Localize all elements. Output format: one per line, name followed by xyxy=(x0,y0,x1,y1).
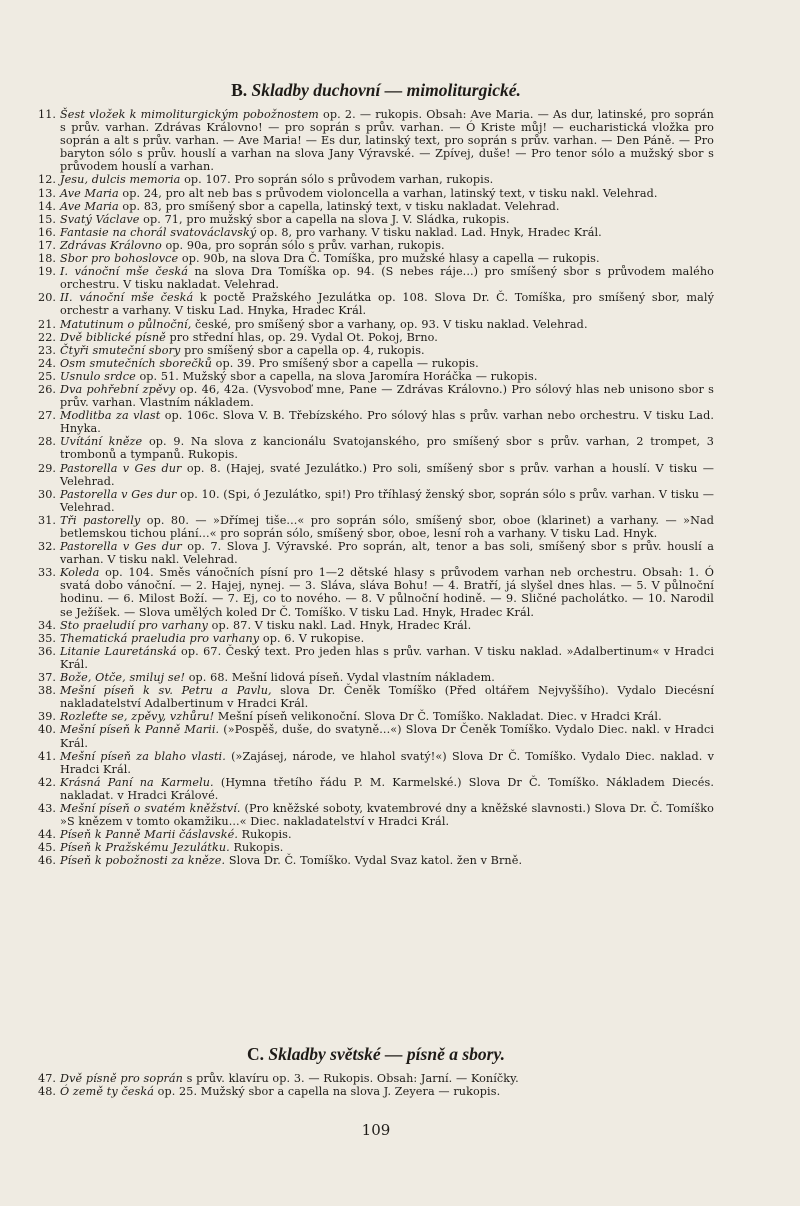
entry-number: 24. xyxy=(38,356,57,370)
entry-description: op. 107. Pro soprán sólo s průvodem varhan, rukopis. xyxy=(180,173,494,187)
entry-number: 31. xyxy=(38,513,57,527)
entry-title: Mešní píseň za blaho vlasti. xyxy=(60,749,226,763)
list-item xyxy=(38,252,714,265)
entry-title: Modlitba za vlast xyxy=(60,409,161,423)
entry-number: 12. xyxy=(38,173,57,187)
entry-number: 26. xyxy=(38,382,57,396)
entry-number: 28. xyxy=(38,435,57,449)
list-item xyxy=(38,671,714,684)
page-number: 109 xyxy=(361,1121,391,1139)
list-item xyxy=(38,632,714,645)
list-item xyxy=(38,723,714,749)
entry-description: (»Zajásej, národe, ve hlahol svatý!«) Slova Dr Č. Tomíško. Vydalo Diec. naklad. v Hradci Král. xyxy=(60,749,714,776)
entry-title: Krásná Paní na Karmelu. xyxy=(60,775,214,789)
list-item xyxy=(38,566,714,618)
entry-description: (Hymna třetího řádu P. M. Karmelské.) Slova Dr Č. Tomíško. Nákladem Diecés. nakladat. v Hradci Králové. xyxy=(60,775,714,802)
entry-title: Ó země ty česká xyxy=(60,1085,154,1099)
entry-description: op. 39. Pro smíšený sbor a capella — rukopis. xyxy=(211,356,479,370)
section-b-heading xyxy=(38,80,714,101)
list-item xyxy=(38,435,714,461)
entry-title: Matutinum o půlnoční, xyxy=(60,317,192,331)
entry-description: op. 83, pro smíšený sbor a capella, latinský text, v tisku nakladat. Velehrad. xyxy=(118,199,560,213)
entry-description: op. 68. Mešní lidová píseň. Vydal vlastním nákladem. xyxy=(185,671,495,685)
list-item xyxy=(38,1085,714,1098)
entry-number: 48. xyxy=(38,1085,57,1099)
entry-description: op. 71, pro mužský sbor a capella na slova J. V. Sládka, rukopis. xyxy=(139,212,510,226)
entry-description: na slova Dra Tomíška op. 94. (S nebes ráje...) pro smíšený sbor s průvodem malého orchestru. V tisku nakladat. Velehrad. xyxy=(60,265,714,292)
list-item xyxy=(38,108,714,173)
entry-description: op. 10. (Spi, ó Jezulátko, spi!) Pro tříhlasý ženský sbor, soprán sólo s prův. varhan. V tisku — Velehrad. xyxy=(60,487,714,514)
entry-number: 18. xyxy=(38,252,57,266)
list-item xyxy=(38,841,714,854)
entry-title: Svatý Václave xyxy=(60,212,140,226)
entry-description: české, pro smíšený sbor a varhany, op. 93. V tisku naklad. Velehrad. xyxy=(191,317,588,331)
list-item xyxy=(38,854,714,867)
entry-title: Thematická praeludia pro varhany xyxy=(60,631,260,645)
entry-description: op. 80. — »Dřímej tiše...« pro soprán sólo, smíšený sbor, oboe (klarinet) a varhany. — »Nad betlemskou tichou plání...« pro soprán sólo, smíšený sbor, oboe, lesní roh a varhany. V tisku Lad. Hnyk. xyxy=(60,513,715,540)
entry-title: II. vánoční mše česká xyxy=(60,291,194,305)
list-item xyxy=(38,710,714,723)
entry-description: slova Dr. Čeněk Tomíško (Před oltářem Nejvyššího). Vydalo Diecésní nakladatelství Adalbertinum v Hradci Král. xyxy=(60,684,715,711)
section-b-title: Skladby duchovní — mimoliturgické. xyxy=(251,80,521,100)
entry-description: op. 8, pro varhany. V tisku naklad. Lad. Hnyk, Hradec Král. xyxy=(256,225,602,239)
section-c-title: Skladby světské — písně a sbory. xyxy=(268,1044,505,1064)
list-item xyxy=(38,776,714,802)
list-item xyxy=(38,684,714,710)
entry-title: Dvě písně pro soprán xyxy=(60,1072,183,1085)
entry-number: 43. xyxy=(38,801,57,815)
entry-number: 30. xyxy=(38,487,57,501)
entry-title: Ave Maria xyxy=(60,199,119,213)
list-item xyxy=(38,462,714,488)
entry-number: 35. xyxy=(38,631,57,645)
list-item xyxy=(38,383,714,409)
entry-title: Sbor pro bohoslovce xyxy=(60,252,179,266)
section-c-heading xyxy=(38,1044,714,1065)
entry-description: op. 51. Mužský sbor a capella, na slova Jaromíra Horáčka — rukopis. xyxy=(135,369,538,383)
entry-number: 29. xyxy=(38,461,57,475)
entry-number: 11. xyxy=(38,108,57,121)
list-item xyxy=(38,540,714,566)
entry-description: Mešní píseň velikonoční. Slova Dr Č. Tomíško. Nakladat. Diec. v Hradci Král. xyxy=(214,710,662,724)
entry-number: 14. xyxy=(38,199,57,213)
entry-title: Osm smutečních sborečků xyxy=(60,356,212,370)
list-item xyxy=(38,357,714,370)
entry-number: 27. xyxy=(38,409,57,423)
section-c-letter: C. xyxy=(247,1044,265,1064)
entry-title: Dvě biblické písně xyxy=(60,330,166,344)
entry-number: 33. xyxy=(38,566,57,580)
entry-title: Uvítání kněze xyxy=(60,435,143,449)
entry-number: 38. xyxy=(38,684,57,698)
list-item xyxy=(38,187,714,200)
entry-title: Píseň k Pražskému Jezulátku. xyxy=(60,841,230,855)
entry-title: Koleda xyxy=(60,566,100,580)
entry-description: Rukopis. xyxy=(237,828,292,842)
entry-title: Sto praeludií pro varhany xyxy=(60,618,208,632)
entry-title: Usnulo srdce xyxy=(60,369,136,383)
entry-description: op. 9. Na slova z kancionálu Svatojanského, pro smíšený sbor s prův. varhan, 2 trompet, 3 trombonů a tympanů. Rukopis. xyxy=(60,435,714,462)
section-c-list xyxy=(38,1072,714,1098)
entry-description: op. 90a, pro soprán sólo s prův. varhan, rukopis. xyxy=(161,238,445,252)
entry-description: op. 7. Slova J. Výravské. Pro soprán, alt, tenor a bas soli, smíšený sbor s prův. houslí a varhan. V tisku nakl. Velehrad. xyxy=(60,540,714,567)
list-item xyxy=(38,344,714,357)
list-item xyxy=(38,213,714,226)
section-b-letter: B. xyxy=(231,80,248,100)
entry-description: (»Pospěš, duše, do svatyně...«) Slova Dr Čeněk Tomíško. Vydalo Diec. nakl. v Hradci Král. xyxy=(60,723,714,750)
entry-description: op. 67. Český text. Pro jeden hlas s prův. varhan. V tisku naklad. »Adalbertinum« v Hradci Král. xyxy=(60,644,714,671)
entry-description: Rukopis. xyxy=(229,841,284,855)
list-item xyxy=(38,1072,714,1085)
entry-description: op. 46, 42a. (Vysvoboď mne, Pane — Zdrávas Královno.) Pro sólový hlas neb unisono sbor s prův. varhan. Vlastním nákladem. xyxy=(60,382,714,410)
entry-description: pro střední hlas, op. 29. Vydal Ot. Pokoj, Brno. xyxy=(165,330,438,344)
entry-title: Mešní píseň o svatém kněžství. xyxy=(60,801,241,815)
list-item xyxy=(38,265,714,291)
entry-title: Šest vložek k mimoliturgickým pobožnostem xyxy=(60,108,319,121)
entry-number: 37. xyxy=(38,671,57,685)
list-item xyxy=(38,409,714,435)
entry-number: 20. xyxy=(38,291,57,305)
entry-title: I. vánoční mše česká xyxy=(60,265,189,279)
list-item xyxy=(38,239,714,252)
entry-title: Píseň k pobožnosti za kněze. xyxy=(60,854,226,868)
entry-title: Pastorella v Ges dur xyxy=(60,461,182,475)
list-item xyxy=(38,173,714,186)
entry-number: 47. xyxy=(38,1072,57,1085)
list-item xyxy=(38,802,714,828)
list-item xyxy=(38,331,714,344)
entry-title: Bože, Otče, smiluj se! xyxy=(60,671,186,685)
entry-description: op. 104. Směs vánočních písní pro 1—2 dětské hlasy s průvodem varhan neb orchestru. Obsah: 1. Ó svatá dobo vánoční. — 2. Hajej, nynej. — 3. Sláva, sláva Bohu! — 4. Bratří, já slyšel dnes hlas. — 5. V půlnoční hodinu. — 6. Milost Boží. — 7. Ej, co to nového. — 8. V půlnoční hodině. — 9. Sličné pacholátko. — 10. Narodil se Ježíšek. — Slova umělých koled Dr Č. Tomíško. V tisku Lad. Hnyk, Hradec Král. xyxy=(60,566,714,619)
entry-number: 42. xyxy=(38,775,57,789)
section-b-list xyxy=(38,108,714,867)
entry-number: 46. xyxy=(38,854,57,868)
entry-description: op. 2. — rukopis. Obsah: Ave Maria. — As dur, latinské, pro soprán s prův. varhan. Zdrávas Královno! — pro soprán s prův. varhan. — Ó Kriste můj! — eucharistická vložka pro soprán a alt s prův. varhan. — Ave Maria! — Es dur, latinský text, pro soprán s prův. varhan. — Den Páně. — Pro baryton sólo s prův. houslí a varhan na slova Jany Výravské. — Zpívej, duše! — Pro tenor sólo a mužský sbor s průvodem houslí a varhan. xyxy=(60,108,714,174)
list-item xyxy=(38,619,714,632)
entry-number: 34. xyxy=(38,618,57,632)
entry-description: op. 90b, na slova Dra Č. Tomíška, pro mužské hlasy a capella — rukopis. xyxy=(178,252,600,266)
list-item xyxy=(38,750,714,776)
list-item xyxy=(38,514,714,540)
entry-description: Slova Dr. Č. Tomíško. Vydal Svaz katol. žen v Brně. xyxy=(225,854,523,868)
entry-description: op. 87. V tisku nakl. Lad. Hnyk, Hradec Král. xyxy=(207,618,472,632)
entry-number: 23. xyxy=(38,343,57,357)
entry-number: 16. xyxy=(38,225,57,239)
entry-title: Ave Maria xyxy=(60,186,119,200)
entry-number: 13. xyxy=(38,186,57,200)
entry-description: op. 25. Mužský sbor a capella na slova J. Zeyera — rukopis. xyxy=(153,1085,501,1099)
entry-title: Mešní píseň k sv. Petru a Pavlu, xyxy=(60,684,272,698)
list-item xyxy=(38,370,714,383)
entry-number: 25. xyxy=(38,369,57,383)
entry-title: Píseň k Panně Marii čáslavské. xyxy=(60,828,238,842)
entry-description: op. 106c. Slova V. B. Třebízského. Pro sólový hlas s prův. varhan nebo orchestru. V tisku Lad. Hnyka. xyxy=(60,409,714,436)
list-item xyxy=(38,488,714,514)
list-item xyxy=(38,645,714,671)
entry-number: 44. xyxy=(38,828,57,842)
entry-title: Jesu, dulcis memoria xyxy=(60,173,181,187)
entry-title: Čtyři smuteční sbory xyxy=(60,343,181,357)
entry-title: Litanie Lauretánská xyxy=(60,644,177,658)
entry-title: Pastorella v Ges dur xyxy=(60,487,177,501)
entry-number: 19. xyxy=(38,265,57,279)
list-item xyxy=(38,318,714,331)
entry-title: Zdrávas Královno xyxy=(60,238,162,252)
entry-description: (Pro kněžské soboty, kvatembrové dny a kněžské slavnosti.) Slova Dr. Č. Tomíško »S knězem v tomto okamžiku...« Diec. nakladatelství v Hradci Král. xyxy=(60,801,715,829)
entry-title: Fantasie na chorál svatováclavský xyxy=(60,225,257,239)
list-item xyxy=(38,200,714,213)
entry-number: 40. xyxy=(38,723,57,737)
entry-description: pro smíšený sbor a capella op. 4, rukopis. xyxy=(180,343,425,357)
entry-title: Pastorella v Ges dur xyxy=(60,540,182,554)
list-item xyxy=(38,291,714,317)
entry-title: Tři pastorelly xyxy=(60,513,141,527)
entry-number: 45. xyxy=(38,841,57,855)
entry-title: Rozleťte se, zpěvy, vzhůru! xyxy=(60,710,215,724)
entry-number: 22. xyxy=(38,330,57,344)
entry-number: 39. xyxy=(38,710,57,724)
entry-description: op. 6. V rukopise. xyxy=(259,631,365,645)
entry-number: 41. xyxy=(38,749,57,763)
entry-number: 15. xyxy=(38,212,57,226)
entry-description: op. 8. (Hajej, svaté Jezulátko.) Pro soli, smíšený sbor s prův. varhan a houslí. V tisku — Velehrad. xyxy=(60,461,714,488)
entry-title: Dva pohřební zpěvy xyxy=(60,382,176,396)
entry-number: 32. xyxy=(38,540,57,554)
entry-title: Mešní píseň k Panně Marii. xyxy=(60,723,220,737)
list-item xyxy=(38,828,714,841)
entry-number: 36. xyxy=(38,644,57,658)
entry-number: 21. xyxy=(38,317,57,331)
entry-description: s prův. klavíru op. 3. — Rukopis. Obsah: Jarní. — Koníčky. xyxy=(183,1072,519,1085)
entry-description: k poctě Pražského Jezulátka op. 108. Slova Dr. Č. Tomíška, pro smíšený sbor, malý orchestr a varhany. V tisku Lad. Hnyka, Hradec Král. xyxy=(60,291,714,318)
list-item xyxy=(38,226,714,239)
entry-number: 17. xyxy=(38,238,57,252)
entry-description: op. 24, pro alt neb bas s průvodem violoncella a varhan, latinský text, v tisku nakl. Velehrad. xyxy=(118,186,658,200)
